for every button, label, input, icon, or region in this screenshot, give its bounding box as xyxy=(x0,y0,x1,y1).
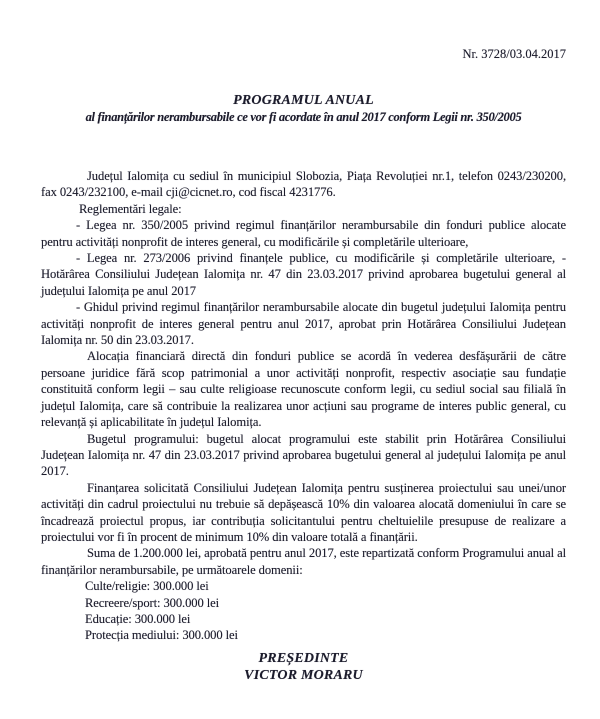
paragraph-guide: - Ghidul privind regimul finanțărilor nerambursabile alocate din bugetul județului Ialomița pentru activități nonprofit de interes general pentru anul 2017, aprobat prin Hotărârea Consiliului Județean Ialomița nr. 50 din 23.03.2017. xyxy=(41,300,566,348)
signature-role: PREȘEDINTE xyxy=(258,650,349,666)
signature-block xyxy=(41,650,566,684)
paragraph-allocation: Alocația financiară directă din fonduri publice se acordă în vederea desfășurării de către persoane juridice fără scop patrimonial a unor activități nonprofit, respectiv asociație sau fundație constituită conform legii – sau culte religioase recunoscute conform legii, cu sediul social sau filială în județul Ialomița, care să contribuie la realizarea unor acțiuni sau programe de interes public general, cu relevanță și aplicabilitate în județul Ialomița. xyxy=(41,349,566,430)
signature-name: VICTOR MORARU xyxy=(244,667,363,683)
domain-item-recreere-sport: Recreere/sport: 300.000 lei xyxy=(85,595,220,610)
paragraph-law-350: - Legea nr. 350/2005 privind regimul finanțărilor nerambursabile din fonduri publice alocate pentru activități nonprofit de interes general, cu modificările și completările ulterioare, xyxy=(41,218,566,249)
paragraph-intro: Județul Ialomița cu sediul în municipiul Slobozia, Piața Revoluției nr.1, telefon 0243/230200, fax 0243/232100, e-mail cji@cicnet.ro, cod fiscal 4231776. xyxy=(41,169,566,200)
title-block xyxy=(41,92,566,126)
domain-list xyxy=(41,578,566,644)
paragraph-law-273: - Legea nr. 273/2006 privind finanțele publice, cu modificările și completările ulterioare, - Hotărârea Consiliului Județean Ialomița nr. 47 din 23.03.2017 privind aprobarea bugetului general al județului Ialomița pe anul 2017 xyxy=(41,251,566,298)
paragraph-sum: Suma de 1.200.000 lei, aprobată pentru anul 2017, este repartizată conform Programului anual al finanțărilor nerambursabile, pe următoarele domenii: xyxy=(41,546,566,577)
domain-item-educatie: Educație: 300.000 lei xyxy=(85,611,191,626)
paragraph-budget: Bugetul programului: bugetul alocat programului este stabilit prin Hotărârea Consiliului Județean Ialomița nr. 47 din 23.03.2017 privind aprobarea bugetului general al județului Ialomița pe anul 2017. xyxy=(41,431,566,479)
document-body xyxy=(41,168,566,644)
domain-item-culte-religie: Culte/religie: 300.000 lei xyxy=(85,579,209,594)
regulations-heading: Reglementări legale: xyxy=(79,201,182,216)
reference-number: Nr. 3728/03.04.2017 xyxy=(462,47,566,61)
paragraph-financing: Finanțarea solicitată Consiliului Județean Ialomița pentru susținerea proiectului sau unei/unor activități din cadrul proiectului nu trebuie să depășească 10% din valoarea alocată domeniului în care se încadrează proiectul propus, iar contribuția solicitantului pentru cheltuielile presupuse de realizare a proiectului vor fi în procent de minimum 10% din valoare totală a finanțării. xyxy=(41,480,566,544)
domain-item-protectia-mediului: Protecția mediului: 300.000 lei xyxy=(85,628,238,643)
document-subtitle: al finanțărilor nerambursabile ce vor fi acordate în anul 2017 conform Legii nr. 350/2005 xyxy=(85,110,522,124)
document-title: PROGRAMUL ANUAL xyxy=(233,93,374,108)
